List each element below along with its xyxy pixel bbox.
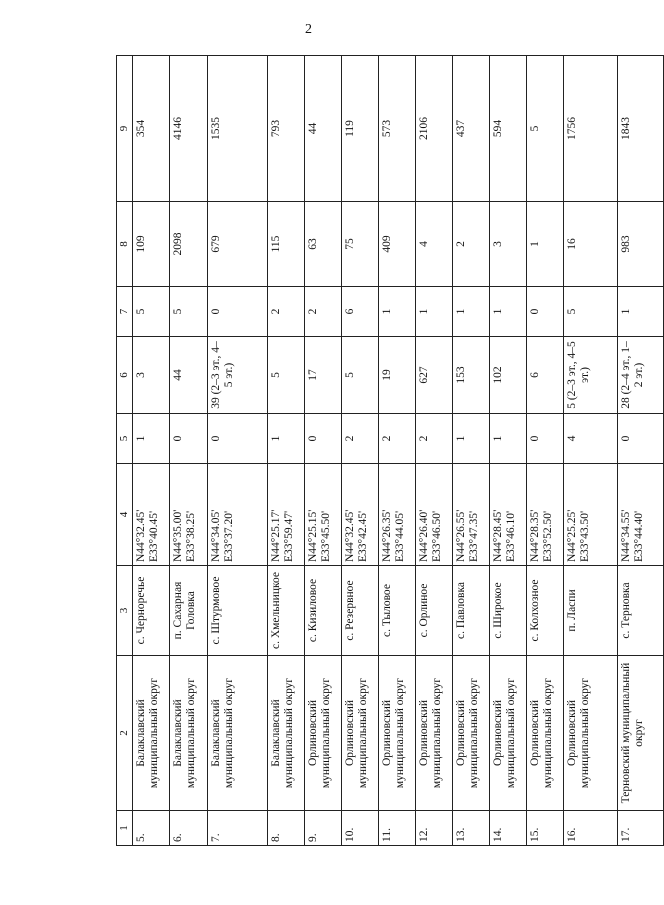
col8-cell: 409 [379, 202, 416, 287]
coordinates-cell [170, 464, 208, 566]
coordinates-cell [490, 464, 527, 566]
col7-cell: 5 [170, 287, 208, 337]
col9-cell: 573 [379, 56, 416, 202]
col7-cell: 1 [379, 287, 416, 337]
col7-cell: 2 [268, 287, 305, 337]
col8-cell: 3 [490, 202, 527, 287]
settlement-cell: с. Резервное [342, 566, 379, 656]
col5-cell: 0 [170, 414, 208, 464]
latitude: N44°35.00' [172, 509, 184, 562]
col9-cell: 4146 [170, 56, 208, 202]
settlements-table [116, 55, 664, 846]
coordinates-cell [453, 464, 490, 566]
row-number: 16. [564, 811, 618, 846]
row-number: 8. [268, 811, 305, 846]
table-row [170, 56, 208, 846]
coordinates-cell [208, 464, 268, 566]
col5-cell: 4 [564, 414, 618, 464]
row-number: 12. [416, 811, 453, 846]
row-number: 10. [342, 811, 379, 846]
col6-cell: 44 [170, 337, 208, 414]
col5-cell: 1 [268, 414, 305, 464]
col8-cell: 109 [133, 202, 170, 287]
table-row [379, 56, 416, 846]
col6-cell: 5 [342, 337, 379, 414]
column-header: 8 [117, 202, 133, 287]
settlement-cell: с. Черноречье [133, 566, 170, 656]
col8-cell: 679 [208, 202, 268, 287]
row-number: 17. [618, 811, 664, 846]
row-number: 7. [208, 811, 268, 846]
column-header: 5 [117, 414, 133, 464]
col5-cell: 0 [208, 414, 268, 464]
col6-cell: 3 [133, 337, 170, 414]
latitude: N44°25.15' [307, 509, 319, 562]
col6-cell: 28 (2–4 эт., 1–2 эт.) [618, 337, 664, 414]
col5-cell: 2 [379, 414, 416, 464]
settlements-table-wrapper [116, 56, 645, 846]
longitude: E33°47.35' [468, 510, 480, 562]
latitude: N44°25.17' [270, 509, 282, 562]
row-number: 9. [305, 811, 342, 846]
coordinates-cell [342, 464, 379, 566]
header-row [117, 56, 133, 846]
district-cell: Балаклавский муниципальный округ [170, 656, 208, 811]
coordinates-cell [564, 464, 618, 566]
col9-cell: 5 [527, 56, 564, 202]
col9-cell: 354 [133, 56, 170, 202]
col6-cell: 6 [527, 337, 564, 414]
col7-cell: 1 [453, 287, 490, 337]
column-header: 6 [117, 337, 133, 414]
longitude: E33°37.20' [223, 510, 235, 562]
col5-cell: 1 [133, 414, 170, 464]
col6-cell: 39 (2–3 эт., 4–5 эт.) [208, 337, 268, 414]
col9-cell: 437 [453, 56, 490, 202]
col9-cell: 1535 [208, 56, 268, 202]
latitude: N44°25.25' [566, 509, 578, 562]
col9-cell: 793 [268, 56, 305, 202]
col9-cell: 1843 [618, 56, 664, 202]
col5-cell: 0 [527, 414, 564, 464]
col7-cell: 5 [133, 287, 170, 337]
latitude: N44°34.05' [210, 509, 222, 562]
table-row [564, 56, 618, 846]
table-row [527, 56, 564, 846]
settlement-cell: с. Павловка [453, 566, 490, 656]
column-header: 2 [117, 656, 133, 811]
col5-cell: 0 [618, 414, 664, 464]
col7-cell: 1 [490, 287, 527, 337]
longitude: E33°44.05' [394, 510, 406, 562]
longitude: E33°38.25' [185, 510, 197, 562]
coordinates-cell [527, 464, 564, 566]
settlement-cell: с. Тыловое [379, 566, 416, 656]
col9-cell: 119 [342, 56, 379, 202]
col5-cell: 1 [490, 414, 527, 464]
col5-cell: 1 [453, 414, 490, 464]
settlement-cell: с. Хмельницкое [268, 566, 305, 656]
col8-cell: 2098 [170, 202, 208, 287]
district-cell: Орлиновский муниципальный округ [305, 656, 342, 811]
settlement-cell: п. Сахарная Головка [170, 566, 208, 656]
coordinates-cell [618, 464, 664, 566]
district-cell: Орлиновский муниципальный округ [416, 656, 453, 811]
col7-cell: 0 [527, 287, 564, 337]
table-row [133, 56, 170, 846]
latitude: N44°26.40' [418, 509, 430, 562]
col7-cell: 0 [208, 287, 268, 337]
col9-cell: 1756 [564, 56, 618, 202]
column-header: 3 [117, 566, 133, 656]
longitude: E33°52.50' [542, 510, 554, 562]
col7-cell: 2 [305, 287, 342, 337]
column-header: 4 [117, 464, 133, 566]
longitude: E33°46.50' [431, 510, 443, 562]
col8-cell: 2 [453, 202, 490, 287]
column-header: 9 [117, 56, 133, 202]
col8-cell: 983 [618, 202, 664, 287]
settlement-cell: с. Колхозное [527, 566, 564, 656]
table-row [618, 56, 664, 846]
row-number: 5. [133, 811, 170, 846]
settlement-cell: п. Ласпи [564, 566, 618, 656]
coordinates-cell [416, 464, 453, 566]
table-row [208, 56, 268, 846]
col7-cell: 6 [342, 287, 379, 337]
longitude: E33°59.47' [283, 510, 295, 562]
settlement-cell: с. Кизиловое [305, 566, 342, 656]
district-cell: Балаклавский муниципальный округ [268, 656, 305, 811]
longitude: E33°44.40' [633, 510, 645, 562]
table-row [342, 56, 379, 846]
table-row [490, 56, 527, 846]
coordinates-cell [133, 464, 170, 566]
latitude: N44°26.55' [455, 509, 467, 562]
table-row [305, 56, 342, 846]
col6-cell: 153 [453, 337, 490, 414]
longitude: E33°46.10' [505, 510, 517, 562]
rotated-table-container [116, 56, 645, 846]
coordinates-cell [379, 464, 416, 566]
district-cell: Балаклавский муниципальный округ [208, 656, 268, 811]
latitude: N44°26.35' [381, 509, 393, 562]
col5-cell: 2 [416, 414, 453, 464]
col8-cell: 115 [268, 202, 305, 287]
col6-cell: 17 [305, 337, 342, 414]
col9-cell: 44 [305, 56, 342, 202]
col8-cell: 63 [305, 202, 342, 287]
district-cell: Балаклавский муниципальный округ [133, 656, 170, 811]
col6-cell: 627 [416, 337, 453, 414]
settlement-cell: с. Широкое [490, 566, 527, 656]
row-number: 15. [527, 811, 564, 846]
district-cell: Орлиновский муниципальный округ [342, 656, 379, 811]
col9-cell: 2106 [416, 56, 453, 202]
col8-cell: 75 [342, 202, 379, 287]
row-number: 11. [379, 811, 416, 846]
longitude: E33°42.45' [357, 510, 369, 562]
col5-cell: 2 [342, 414, 379, 464]
table-row [416, 56, 453, 846]
col7-cell: 1 [416, 287, 453, 337]
row-number: 13. [453, 811, 490, 846]
latitude: N44°34.55' [620, 509, 632, 562]
col5-cell: 0 [305, 414, 342, 464]
col8-cell: 4 [416, 202, 453, 287]
settlement-cell: с. Терновка [618, 566, 664, 656]
coordinates-cell [305, 464, 342, 566]
district-cell: Орлиновский муниципальный округ [379, 656, 416, 811]
row-number: 14. [490, 811, 527, 846]
table-row [453, 56, 490, 846]
page-number: 2 [305, 22, 312, 37]
col8-cell: 16 [564, 202, 618, 287]
latitude: N44°32.45' [135, 509, 147, 562]
col6-cell: 102 [490, 337, 527, 414]
longitude: E33°43.50' [579, 510, 591, 562]
latitude: N44°32.45' [344, 509, 356, 562]
district-cell: Орлиновский муниципальный округ [564, 656, 618, 811]
coordinates-cell [268, 464, 305, 566]
settlement-cell: с. Штурмовое [208, 566, 268, 656]
col6-cell: 5 (2–3 эт., 4–5 эт.) [564, 337, 618, 414]
longitude: E33°40.45' [148, 510, 160, 562]
col6-cell: 5 [268, 337, 305, 414]
table-row [268, 56, 305, 846]
district-cell: Терновский муниципальный округ [618, 656, 664, 811]
district-cell: Орлиновский муниципальный округ [490, 656, 527, 811]
latitude: N44°28.45' [492, 509, 504, 562]
settlement-cell: с. Орлиное [416, 566, 453, 656]
col7-cell: 5 [564, 287, 618, 337]
longitude: E33°45.50' [320, 510, 332, 562]
col9-cell: 594 [490, 56, 527, 202]
column-header: 7 [117, 287, 133, 337]
district-cell: Орлиновский муниципальный округ [453, 656, 490, 811]
column-header: 1 [117, 811, 133, 846]
district-cell: Орлиновский муниципальный округ [527, 656, 564, 811]
latitude: N44°28.35' [529, 509, 541, 562]
col8-cell: 1 [527, 202, 564, 287]
col6-cell: 19 [379, 337, 416, 414]
col7-cell: 1 [618, 287, 664, 337]
row-number: 6. [170, 811, 208, 846]
